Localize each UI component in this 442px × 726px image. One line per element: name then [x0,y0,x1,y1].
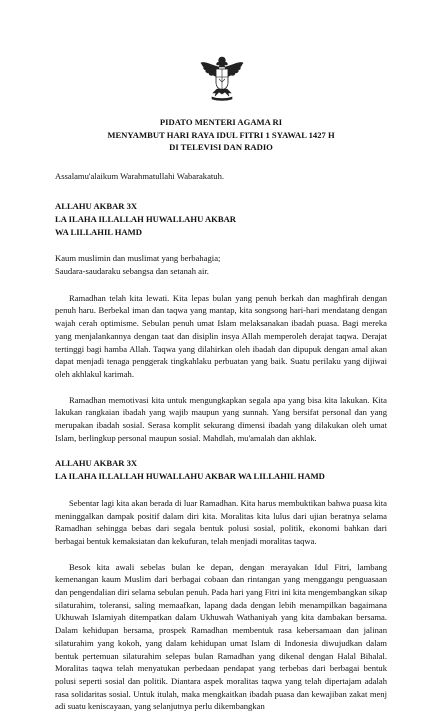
address-block [55,252,387,277]
garuda-emblem-icon [199,53,245,103]
document-body [55,116,387,726]
title-line-1: PIDATO MENTERI AGAMA RI [159,117,283,127]
takbir-2-line-2: LA ILAHA ILLALLAH HUWALLAHU AKBAR WA LILLAHIL HAMD [55,471,325,482]
takbir-1-line-2: LA ILAHA ILLALLAH HUWALLAHU AKBAR [55,213,236,224]
takbir-block-2 [55,457,387,482]
title-line-2: MENYAMBUT HARI RAYA IDUL FITRI 1 SYAWAL 1427 H [107,129,335,140]
title-line-3: DI TELEVISI DAN RADIO [169,142,273,152]
address-line-1: Kaum muslimin dan muslimat yang berbahagia; [55,253,221,264]
takbir-block-1 [55,200,387,238]
paragraph-1: Ramadhan telah kita lewati. Kita lepas bulan yang penuh berkah dan maghfirah dengan penuh haru. Berbekal iman dan taqwa yang mantap, kita songsong hari-hari mendatang dengan wajah cerah optimisme. Sebulan penuh umat Islam melaksanakan ibadah puasa. Bagi mereka yang menjalankannya dengan taat dan disiplin insya Allah memperoleh derajat taqwa. Derajat tertinggi bagi hamba Allah. Taqwa yang dilahirkan oleh ibadah dan dipupuk dengan amal akan dapat menjadi tenaga penggerak tingkahlaku perbuatan yang baik. Suatu perilaku yang dijiwai oleh akhlakul karimah. [55,292,387,379]
takbir-2-line-1: ALLAHU AKBAR 3X [55,458,138,469]
document-title [55,116,387,154]
paragraph-3: Sebentar lagi kita akan berada di luar Ramadhan. Kita harus membuktikan bahwa puasa kita meninggalkan dampak positif dalam diri kita. Moralitas kita lulus dari ujian beratnya selama Ramadhan sehingga bebas dari segala bentuk polusi sosial, politik, ekonomi bahkan dari berbagai bentuk kemaksiatan dan kekufuran, telah menjadi moralitas taqwa. [55,497,387,546]
address-line-2: Saudara-saudaraku sebangsa dan setanah air. [55,266,209,277]
paragraph-4: Besok kita awali sebelas bulan ke depan, dengan merayakan Idul Fitri, lambang kemenangan kaum Muslim dari berbagai cobaan dan rintangan yang menggangu penguasaan dan pengendalian diri selama sebulan penuh. Pada hari yang Fitri ini kita mengembangkan sikap silaturahim, toleransi, saling memaafkan, lapang dada dengan lebih menampilkan bagaimana Ukhuwah Islamiyah ditempatkan dalam Ukhuwah Wathaniyah yang kita dambakan bersama. Dalam kehidupan bersama, prospek Ramadhan membentuk rasa kebersamaan dan jalinan silaturahim yang kokoh, yang dalam kehidupan umat Islam di Indonesia diwujudkan dalam bentuk pertemuan silaturahim selepas bulan Ramadhan yang dikenal dengan Halal Bihalal. Moralitas taqwa telah menyatukan perbedaan pendapat yang terbebas dari berbagai bentuk polusi seperti sosial dan politik. Diantara aspek moralitas taqwa yang telah dipertajam adalah rasa solidaritas sosial. Untuk itulah, maka mengkaitkan ibadah puasa dan kewajiban zakat menj adi suatu keniscayaan, yang selanjutnya perlu dikembangkan [55,561,387,712]
greeting: Assalamu'alaikum Warahmatullahi Wabarakatuh. [55,170,225,181]
takbir-1-line-3: WA LILLAHIL HAMD [55,226,142,237]
paragraph-2: Ramadhan memotivasi kita untuk mengungkapkan segala apa yang bisa kita lakukan. Kita lakukan rangkaian ibadah yang wajib maupun yang sunnah. Yang bersifat personal dan yang merupakan ibadah sosial. Serasa komplit sekurang dimensi ibadah yang dilakukan oleh umat Islam, berlingkup personal maupun sosial. Mahdlah, mu'amalah dan akhlak. [55,394,387,443]
takbir-1-line-1: ALLAHU AKBAR 3X [55,201,138,212]
